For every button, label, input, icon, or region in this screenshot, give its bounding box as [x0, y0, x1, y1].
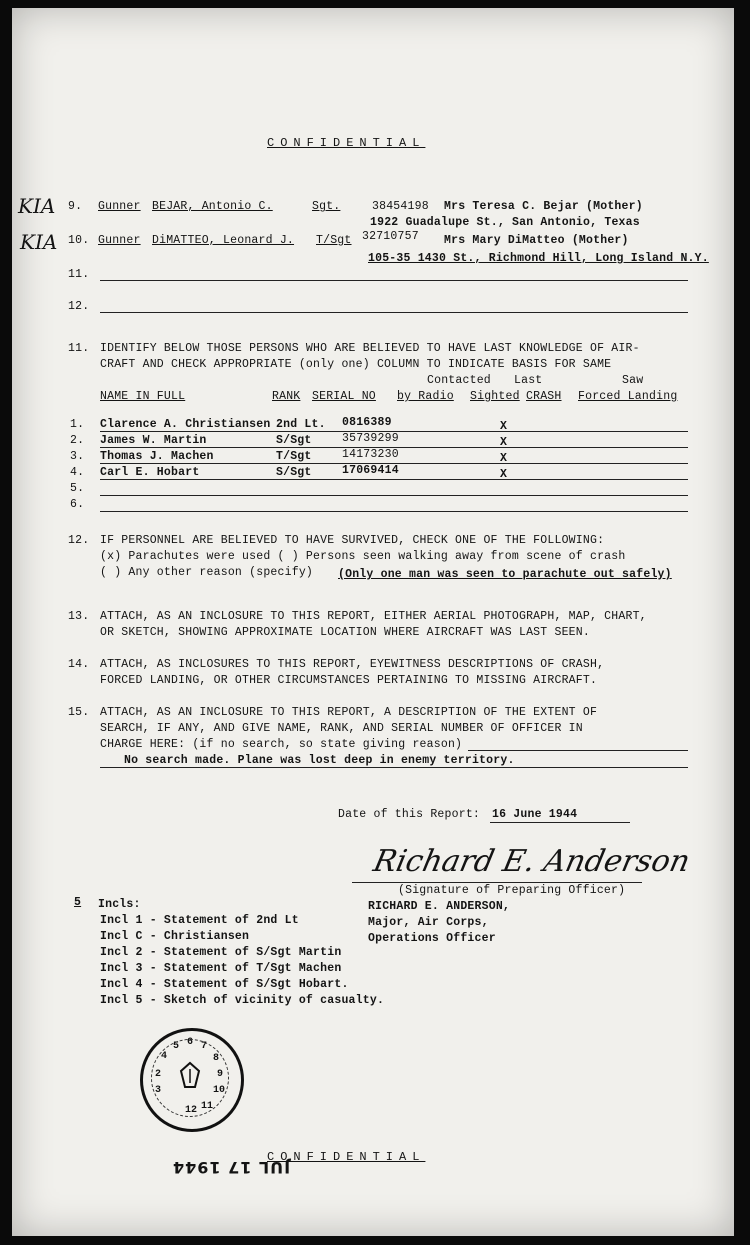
crew-position: Gunner	[98, 200, 141, 213]
crew-rank: T/Sgt	[316, 234, 352, 247]
person-serial: 0816389	[342, 416, 392, 429]
kia-mark-1: KIA	[18, 194, 56, 218]
person-serial: 14173230	[342, 448, 399, 461]
date-line	[490, 822, 630, 823]
stamp-number: 7	[201, 1041, 208, 1052]
signature-line	[352, 882, 642, 883]
stamp-number: 10	[213, 1085, 226, 1096]
person-rank: 2nd Lt.	[276, 418, 326, 431]
section12-specify: (Only one man was seen to parachute out safely)	[338, 568, 672, 581]
section14-line2: FORCED LANDING, OR OTHER CIRCUMSTANCES PERTAINING TO MISSING AIRCRAFT.	[100, 674, 598, 687]
stamp-emblem-icon	[175, 1061, 205, 1091]
person-num: 4.	[70, 466, 85, 479]
section15-num: 15.	[68, 706, 90, 719]
col-contacted: by Radio	[397, 390, 454, 403]
stamp-number: 3	[155, 1085, 162, 1096]
report-date-label: Date of this Report:	[338, 808, 481, 821]
stamp-number: 4	[161, 1051, 168, 1062]
officer-rank: Major, Air Corps,	[368, 916, 489, 929]
section12-line2: (x) Parachutes were used ( ) Persons seen walking away from scene of crash	[100, 550, 626, 563]
crew-address: 105-35 1430 St., Richmond Hill, Long Island N.Y.	[368, 252, 709, 265]
inclosure-item: Incl 3 - Statement of T/Sgt Machen	[100, 962, 342, 975]
section12-line3: ( ) Any other reason (specify)	[100, 566, 314, 579]
section11-num: 11.	[68, 342, 90, 355]
stamp-number: 12	[185, 1105, 198, 1116]
col-contacted-top: Contacted	[427, 374, 491, 387]
inclosure-item: Incl 2 - Statement of S/Sgt Martin	[100, 946, 342, 959]
person-num: 6.	[70, 498, 85, 511]
person-serial: 35739299	[342, 432, 399, 445]
last-sighted-mark: X	[500, 420, 508, 433]
person-name: Clarence A. Christiansen	[100, 418, 271, 431]
blank-row-num: 12.	[68, 300, 90, 313]
blank-row-line	[100, 312, 688, 313]
person-serial: 17069414	[342, 464, 399, 477]
crew-serial: 32710757	[362, 230, 419, 243]
col-saw-top: Saw	[622, 374, 644, 387]
footer-title: CONFIDENTIAL	[267, 1150, 426, 1164]
crew-next-of-kin: Mrs Teresa C. Bejar (Mother)	[444, 200, 643, 213]
inclosure-item: Incl C - Christiansen	[100, 930, 250, 943]
crew-serial: 38454198	[372, 200, 429, 213]
blank-row-line	[100, 280, 688, 281]
col-serial: SERIAL NO	[312, 390, 376, 403]
signature-caption: (Signature of Preparing Officer)	[398, 884, 626, 897]
inclosure-item: Incl 1 - Statement of 2nd Lt	[100, 914, 299, 927]
col-crash: CRASH	[526, 390, 562, 403]
crew-next-of-kin: Mrs Mary DiMatteo (Mother)	[444, 234, 629, 247]
col-rank: RANK	[272, 390, 301, 403]
stamp-number: 6	[187, 1037, 194, 1048]
blank-row-num: 11.	[68, 268, 90, 281]
report-date: 16 June 1944	[492, 808, 578, 821]
section15-line1: ATTACH, AS AN INCLOSURE TO THIS REPORT, A DESCRIPTION OF THE EXTENT OF	[100, 706, 598, 719]
section13-line2: OR SKETCH, SHOWING APPROXIMATE LOCATION WHERE AIRCRAFT WAS LAST SEEN.	[100, 626, 590, 639]
crew-rank: Sgt.	[312, 200, 341, 213]
section13-line1: ATTACH, AS AN INCLOSURE TO THIS REPORT, EITHER AERIAL PHOTOGRAPH, MAP, CHART,	[100, 610, 647, 623]
crew-num: 10.	[68, 234, 90, 247]
stamp-number: 9	[217, 1069, 224, 1080]
row-line	[100, 495, 688, 496]
section12-num: 12.	[68, 534, 90, 547]
person-rank: S/Sgt	[276, 466, 312, 479]
stamp-number: 2	[155, 1069, 162, 1080]
person-num: 3.	[70, 450, 85, 463]
crew-name: DiMATTEO, Leonard J.	[152, 234, 295, 247]
col-last: Sighted	[470, 390, 520, 403]
last-sighted-mark: X	[500, 468, 508, 481]
person-num: 2.	[70, 434, 85, 447]
section15-answer: No search made. Plane was lost deep in enemy territory.	[124, 754, 515, 767]
incls-count: 5	[74, 896, 82, 909]
inclosure-item: Incl 4 - Statement of S/Sgt Hobart.	[100, 978, 349, 991]
person-rank: T/Sgt	[276, 450, 312, 463]
section14-line1: ATTACH, AS INCLOSURES TO THIS REPORT, EYEWITNESS DESCRIPTIONS OF CRASH,	[100, 658, 605, 671]
section11-line2: CRAFT AND CHECK APPROPRIATE (only one) COLUMN TO INDICATE BASIS FOR SAME	[100, 358, 612, 371]
crew-position: Gunner	[98, 234, 141, 247]
section11-line1: IDENTIFY BELOW THOSE PERSONS WHO ARE BELIEVED TO HAVE LAST KNOWLEDGE OF AIR-	[100, 342, 640, 355]
document-page	[12, 8, 734, 1236]
answer-line	[100, 767, 688, 768]
crew-address: 1922 Guadalupe St., San Antonio, Texas	[370, 216, 640, 229]
section15-line3: CHARGE HERE: (if no search, so state giving reason)	[100, 738, 463, 751]
crew-num: 9.	[68, 200, 83, 213]
kia-mark-2: KIA	[20, 230, 58, 254]
stamp-number: 8	[213, 1053, 220, 1064]
inclosure-item: Incl 5 - Sketch of vicinity of casualty.	[100, 994, 385, 1007]
row-line	[100, 479, 688, 480]
col-last-top: Last	[514, 374, 543, 387]
person-name: Thomas J. Machen	[100, 450, 214, 463]
answer-line	[468, 750, 688, 751]
person-name: Carl E. Hobart	[100, 466, 200, 479]
section14-num: 14.	[68, 658, 90, 671]
person-num: 5.	[70, 482, 85, 495]
stamp-number: 5	[173, 1041, 180, 1052]
crew-name: BEJAR, Antonio C.	[152, 200, 273, 213]
stamp-number: 11	[201, 1101, 214, 1112]
circular-stamp	[140, 1028, 244, 1132]
person-name: James W. Martin	[100, 434, 207, 447]
header-title: CONFIDENTIAL	[267, 136, 426, 150]
received-date-stamp: JUL 17 1944	[172, 1158, 291, 1177]
last-sighted-mark: X	[500, 436, 508, 449]
last-sighted-mark: X	[500, 452, 508, 465]
incls-label: Incls:	[98, 898, 141, 911]
person-rank: S/Sgt	[276, 434, 312, 447]
col-forced: Forced Landing	[578, 390, 678, 403]
section13-num: 13.	[68, 610, 90, 623]
col-name: NAME IN FULL	[100, 390, 186, 403]
signature: Richard E. Anderson	[370, 844, 694, 879]
section15-line2: SEARCH, IF ANY, AND GIVE NAME, RANK, AND SERIAL NUMBER OF OFFICER IN	[100, 722, 583, 735]
section12-line1: IF PERSONNEL ARE BELIEVED TO HAVE SURVIVED, CHECK ONE OF THE FOLLOWING:	[100, 534, 605, 547]
officer-name: RICHARD E. ANDERSON,	[368, 900, 511, 913]
person-num: 1.	[70, 418, 85, 431]
row-line	[100, 511, 688, 512]
officer-title: Operations Officer	[368, 932, 496, 945]
